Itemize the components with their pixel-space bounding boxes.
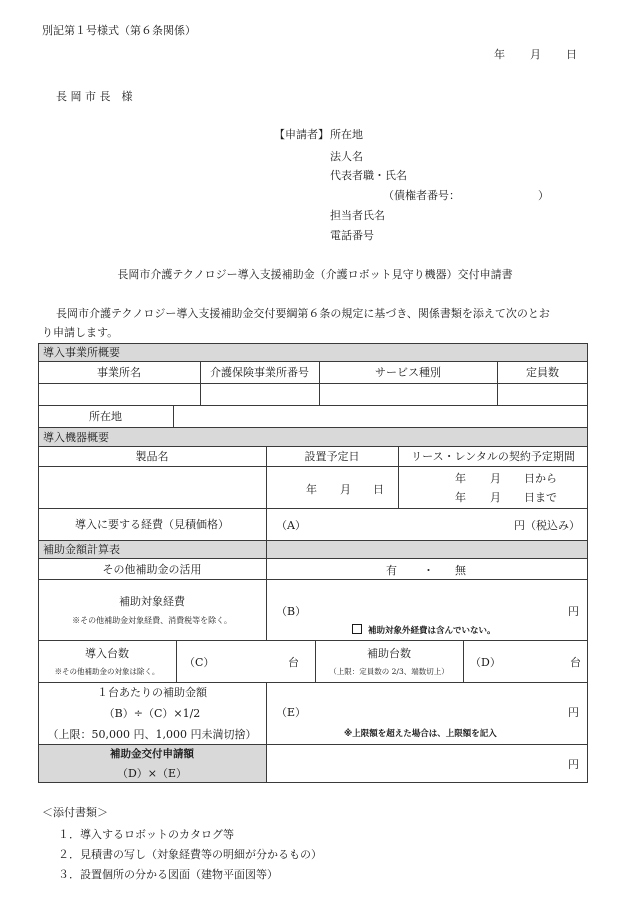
install-year: 年 (306, 483, 317, 496)
col-product-text: 製品名 (135, 450, 169, 463)
applicant-corp-label: 法人名 (330, 150, 363, 163)
office-name-field[interactable] (38, 383, 200, 405)
rule (38, 744, 588, 745)
addressee: 長 岡 市 長 様 (56, 90, 133, 103)
rule (38, 466, 588, 467)
section-calculation-title: 補助金額計算表 (43, 543, 120, 556)
request-amount-label-text: 補助金交付申請額 (110, 748, 194, 760)
rule (38, 508, 588, 509)
lease-to-year: 年 (455, 491, 466, 504)
yen-final: 円 (568, 758, 579, 771)
document-title: 長岡市介護テクノロジー導入支援補助金（介護ロボット見守り機器）交付申請書 (117, 268, 513, 281)
per-unit-formula: （B）÷（C）×1/2 (103, 707, 201, 720)
col-capacity (497, 361, 588, 383)
rule (38, 558, 588, 559)
attachments-title: ＜添付書類＞ (42, 806, 108, 819)
units-note: ※その他補助金の対象は除く。 (54, 667, 160, 676)
mark-e: （E） (276, 706, 307, 719)
col-capacity-text: 定員数 (526, 366, 559, 379)
mark-c: （C） (184, 656, 215, 669)
product-name-field[interactable] (38, 466, 266, 508)
rule (38, 540, 588, 541)
attachment-item: ３．設置個所の分かる図面（建物平面図等） (58, 868, 278, 881)
mark-d: （D） (470, 656, 501, 669)
location-label (38, 405, 173, 427)
units-label (38, 640, 176, 682)
other-subsidy-no[interactable]: 無 (455, 564, 466, 577)
subsidy-units-label-text: 補助台数 (367, 647, 411, 660)
rule (463, 640, 464, 682)
col-office-name-text: 事業所名 (97, 366, 141, 379)
limit-note: ※上限額を超えた場合は、上限額を記入 (344, 729, 497, 739)
col-install-date-text: 設置予定日 (304, 450, 360, 463)
excluded-note-text: 補助対象外経費は含んでいない。 (368, 626, 496, 636)
checkbox-icon[interactable] (352, 624, 362, 634)
yen-e: 円 (568, 706, 579, 719)
rule (319, 361, 320, 405)
intro-line-2: り申請します。 (42, 326, 119, 339)
excluded-cost-checkbox-row[interactable] (352, 624, 496, 636)
col-lease-period-text: リース・レンタルの契約予定期間 (411, 450, 575, 463)
target-cost-label (38, 579, 266, 640)
cost-label-text: 導入に要する経費（見積価格） (75, 518, 229, 531)
date-month-label: 月 (530, 48, 541, 61)
applicant-phone-label: 電話番号 (330, 229, 374, 242)
other-subsidy-label (38, 558, 266, 579)
subsidy-units-label (315, 640, 463, 682)
rule (200, 361, 201, 405)
section-header-equipment (38, 427, 588, 446)
other-subsidy-label-text: その他補助金の活用 (102, 562, 202, 576)
install-month: 月 (340, 483, 351, 496)
rule (38, 579, 588, 580)
service-type-field[interactable] (319, 383, 497, 405)
other-subsidy-yes[interactable]: 有 (386, 564, 397, 577)
rule (266, 446, 267, 558)
rule (38, 343, 588, 344)
other-subsidy-dot: ・ (423, 564, 434, 577)
mark-a: （A） (276, 519, 306, 532)
rule (38, 383, 588, 384)
rule (398, 446, 399, 508)
unit-c: 台 (288, 656, 299, 669)
rule (38, 343, 39, 783)
target-cost-note: ※その他補助金対象経費、消費税等を除く。 (72, 616, 232, 625)
rule (38, 682, 588, 683)
col-service-type (319, 361, 497, 383)
location-field[interactable] (173, 405, 588, 427)
insurance-no-field[interactable] (200, 383, 319, 405)
rule (38, 782, 588, 783)
col-service-type-text: サービス種別 (375, 366, 441, 379)
cost-label (38, 508, 266, 540)
creditor-number-close: ） (538, 189, 549, 202)
lease-from-year: 年 (455, 472, 466, 485)
col-product (38, 446, 266, 466)
col-insurance-no-text: 介護保険事業所番号 (210, 366, 309, 379)
section-equipment-title: 導入機器概要 (43, 430, 109, 444)
creditor-number-label: （債権者番号： (383, 189, 460, 202)
lease-to-day: 日まで (524, 491, 557, 504)
intro-line-1: 長岡市介護テクノロジー導入支援補助金交付要綱第６条の規定に基づき、関係書類を添えて次のとお (56, 307, 550, 320)
form-label: 別記第１号様式（第６条関係） (42, 24, 196, 37)
applicant-tag: 【申請者】 (274, 128, 329, 141)
section-office-title: 導入事業所概要 (43, 346, 120, 359)
rule (38, 427, 588, 428)
lease-from-month: 月 (490, 472, 501, 485)
applicant-rep-label: 代表者職・氏名 (330, 169, 407, 182)
col-insurance-no (200, 361, 319, 383)
section-header-calculation (38, 540, 588, 558)
date-day-label: 日 (566, 48, 577, 61)
rule (266, 682, 267, 783)
cost-unit: 円（税込み） (514, 519, 580, 532)
per-unit-label-text: １台あたりの補助金額 (97, 686, 207, 699)
col-office-name (38, 361, 200, 383)
per-unit-label (38, 682, 266, 744)
units-label-text: 導入台数 (85, 647, 129, 660)
target-cost-label-text: 補助対象経費 (119, 595, 185, 608)
rule (176, 640, 177, 682)
col-install-date (266, 446, 398, 466)
yen-b: 円 (568, 605, 579, 618)
request-formula: （D）×（E） (116, 767, 188, 780)
rule (266, 558, 267, 640)
rule (38, 405, 588, 406)
lease-to-month: 月 (490, 491, 501, 504)
applicant-contact-label: 担当者氏名 (330, 209, 385, 222)
attachment-item: １．導入するロボットのカタログ等 (58, 828, 234, 841)
rule (315, 640, 316, 682)
application-table (38, 343, 588, 783)
per-unit-limit: （上限：50,000 円、1,000 円未満切捨） (47, 728, 257, 741)
location-label-text: 所在地 (89, 410, 122, 423)
section-header-office (38, 343, 588, 361)
rule (497, 361, 498, 405)
rule (38, 361, 588, 362)
rule (587, 343, 588, 783)
rule (38, 446, 588, 447)
applicant-address-label: 所在地 (330, 128, 363, 141)
lease-from-day: 日から (524, 472, 557, 485)
date-year-label: 年 (494, 48, 505, 61)
install-day: 日 (373, 483, 384, 496)
col-lease-period (398, 446, 588, 466)
rule (173, 405, 174, 427)
request-amount-label (38, 744, 266, 783)
capacity-field[interactable] (497, 383, 588, 405)
subsidy-units-note: （上限：定員数の 2/3、端数切上） (329, 667, 449, 676)
attachment-item: ２．見積書の写し（対象経費等の明細が分かるもの） (58, 848, 322, 861)
rule (38, 640, 588, 641)
mark-b: （B） (276, 605, 307, 618)
unit-d: 台 (570, 656, 581, 669)
